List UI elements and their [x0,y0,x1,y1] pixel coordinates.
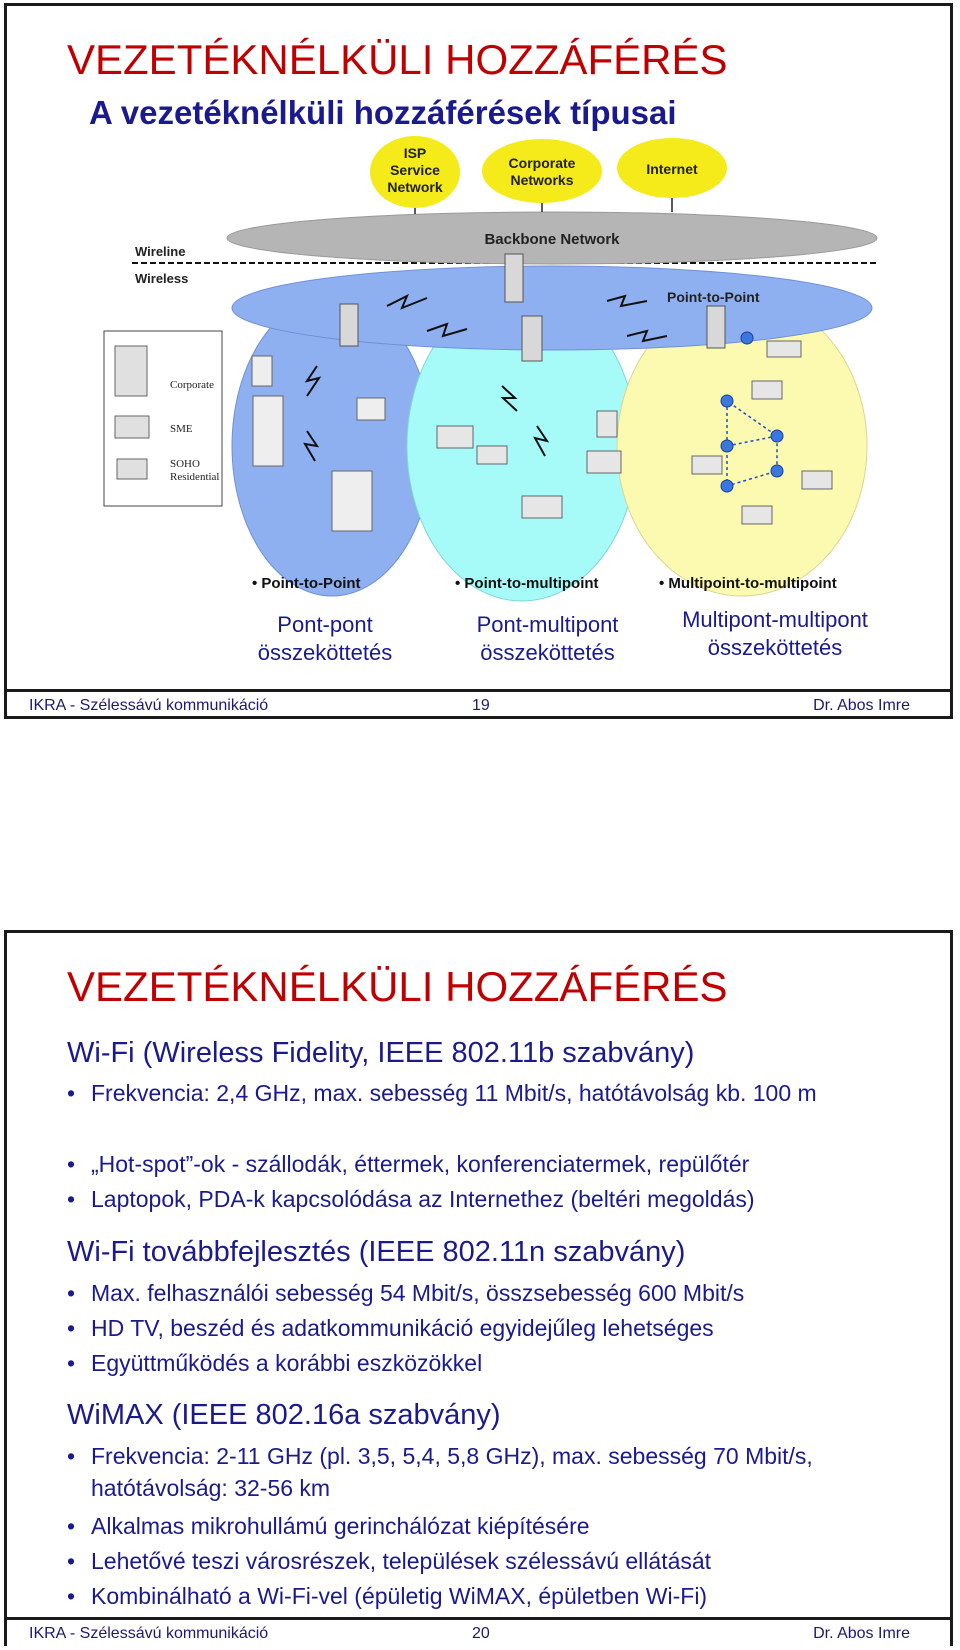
internet-cloud-line1: Internet [646,161,698,177]
wireless-access-diagram [7,126,956,616]
building-3 [252,356,272,386]
corporate-cloud-line2: Networks [510,172,574,188]
tower-3 [522,316,542,361]
wireline-label: Wireline [135,244,186,259]
isp-cloud-line2: Service [390,162,440,178]
building-2 [332,471,372,531]
wireless-band [232,266,872,350]
slide-20 [4,930,953,1646]
footer-author: Dr. Abos Imre [813,1625,910,1642]
footer-page-number: 19 [472,697,490,714]
bullet-item: • Max. felhasználói sebesség 54 Mbit/s, összsebesség 600 Mbit/s [67,1280,745,1306]
bullet-item: • Frekvencia: 2,4 GHz, max. sebesség 11 Mbit/s, hatótávolság kb. 100 m [67,1080,817,1106]
slide-title: VEZETÉKNÉLKÜLI HOZZÁFÉRÉS [67,963,728,1010]
type-mtmp: • Multipoint-to-multipoint [659,575,837,592]
legend-corporate: Corporate [170,379,214,391]
building-4 [357,398,385,420]
legend-sme: SME [170,423,193,435]
caption-mtmp: Multipont-multipont összeköttetés [682,607,868,660]
building-1 [253,396,283,466]
bullet-item: • Együttműködés a korábbi eszközökkel [67,1350,483,1376]
bullet-item: • Lehetővé teszi városrészek, települések szélessávú ellátását [67,1548,712,1574]
slide-footer [7,689,950,722]
section-heading-wimax: WiMAX (IEEE 802.16a szabvány) [67,1399,501,1431]
section-heading-wifi: Wi-Fi (Wireless Fidelity, IEEE 802.11b szabvány) [67,1037,695,1069]
tower-2 [505,254,523,302]
tower-1 [340,304,358,346]
legend-residential: Residential [170,471,220,483]
wireless-label: Wireless [135,271,189,286]
type-ptmp: • Point-to-multipoint [455,575,599,592]
slide-title: VEZETÉKNÉLKÜLI HOZZÁFÉRÉS [67,36,728,83]
footer-page-number: 20 [472,1625,490,1642]
slide-subtitle: A vezetéknélküli hozzáférések típusai [89,94,677,131]
legend-soho: SOHO [170,458,200,470]
bullet-item: • Frekvencia: 2-11 GHz (pl. 3,5, 5,4, 5,8 GHz), max. sebesség 70 Mbit/s, hatótávolság: 32-56 km [67,1443,813,1501]
footer-course: IKRA - Szélessávú kommunikáció [29,697,269,714]
corporate-cloud-line1: Corporate [508,155,576,171]
ptp-top-label: Point-to-Point [667,289,760,305]
slide-19 [4,3,953,719]
bullet-item: • HD TV, beszéd és adatkommunikáció egyidejűleg lehetséges [67,1315,714,1341]
bullet-item: • Laptopok, PDA-k kapcsolódása az Internethez (beltéri megoldás) [67,1186,755,1212]
caption-ptmp: Pont-multipont összeköttetés [476,612,619,665]
tower-4 [707,306,725,348]
isp-cloud-line1: ISP [403,145,427,161]
isp-cloud-line3: Network [387,179,443,195]
corporate-cloud [482,139,602,203]
bullet-item: • Alkalmas mikrohullámú gerinchálózat kiépítésére [67,1513,590,1539]
caption-ptp: Pont-pont összeköttetés [257,612,393,665]
footer-course: IKRA - Szélessávú kommunikáció [29,1625,269,1642]
footer-author: Dr. Abos Imre [813,697,910,714]
bullet-item: • „Hot-spot”-ok - szállodák, éttermek, konferenciatermek, repülőtér [67,1151,750,1177]
slide-footer [7,1617,950,1650]
section-heading-wifi-n: Wi-Fi továbbfejlesztés (IEEE 802.11n szabvány) [67,1236,686,1268]
type-ptp: • Point-to-Point [252,575,361,592]
backbone-label: Backbone Network [484,231,620,248]
bullet-item: • Kombinálható a Wi-Fi-vel (épületig WiMAX, épületben Wi-Fi) [67,1583,708,1609]
